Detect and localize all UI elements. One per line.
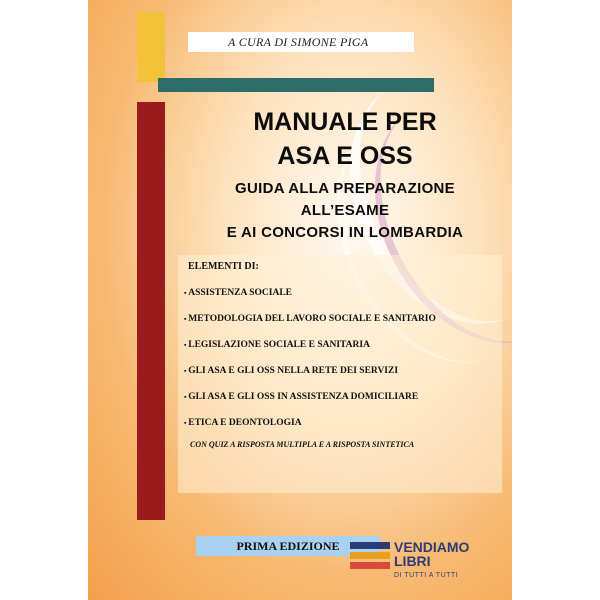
author-label: A CURA DI SIMONE PIGA	[188, 32, 414, 52]
logo-stripe	[350, 562, 390, 569]
list-item: ▪ GLI ASA E GLI OSS IN ASSISTENZA DOMICILIARE	[184, 392, 496, 418]
logo-tagline: DI TUTTI A TUTTI	[394, 572, 459, 579]
red-accent-bar	[137, 102, 165, 520]
logo-text-line1: VENDIAMO	[394, 539, 470, 555]
subtitle-line3: E AI CONCORSI IN LOMBARDIA	[226, 224, 464, 241]
list-item: ▪ METODOLOGIA DEL LAVORO SOCIALE E SANITARIO	[184, 314, 496, 340]
subtitle-line2: ALL’ESAME	[300, 202, 390, 219]
logo-stripe	[350, 542, 390, 549]
list-item: ▪ LEGISLAZIONE SOCIALE E SANITARIA	[184, 340, 496, 366]
subtitle-line1: GUIDA ALLA PREPARAZIONE	[235, 180, 455, 197]
yellow-accent-bar	[137, 12, 165, 82]
list-item: ▪ GLI ASA E GLI OSS NELLA RETE DEI SERVIZI	[184, 366, 496, 392]
logo-text-line2: LIBRI	[394, 553, 431, 569]
edition-badge: PRIMA EDIZIONE	[196, 536, 380, 556]
publisher-logo	[350, 538, 500, 588]
book-title-line2: ASA E OSS	[277, 142, 413, 170]
list-item: ▪ ETICA E DEONTOLOGIA	[184, 418, 496, 444]
books-stack-icon	[350, 542, 390, 572]
list-item: ▪ ASSISTENZA SOCIALE	[184, 288, 496, 314]
topics-list	[184, 288, 496, 444]
topics-heading: ELEMENTI DI:	[188, 261, 259, 272]
logo-stripe	[350, 552, 390, 559]
teal-accent-bar	[158, 78, 434, 92]
quiz-note: CON QUIZ A RISPOSTA MULTIPLA E A RISPOSTA SINTETICA	[190, 440, 415, 449]
topics-box	[178, 255, 502, 493]
book-title-line1: MANUALE PER	[253, 108, 437, 136]
